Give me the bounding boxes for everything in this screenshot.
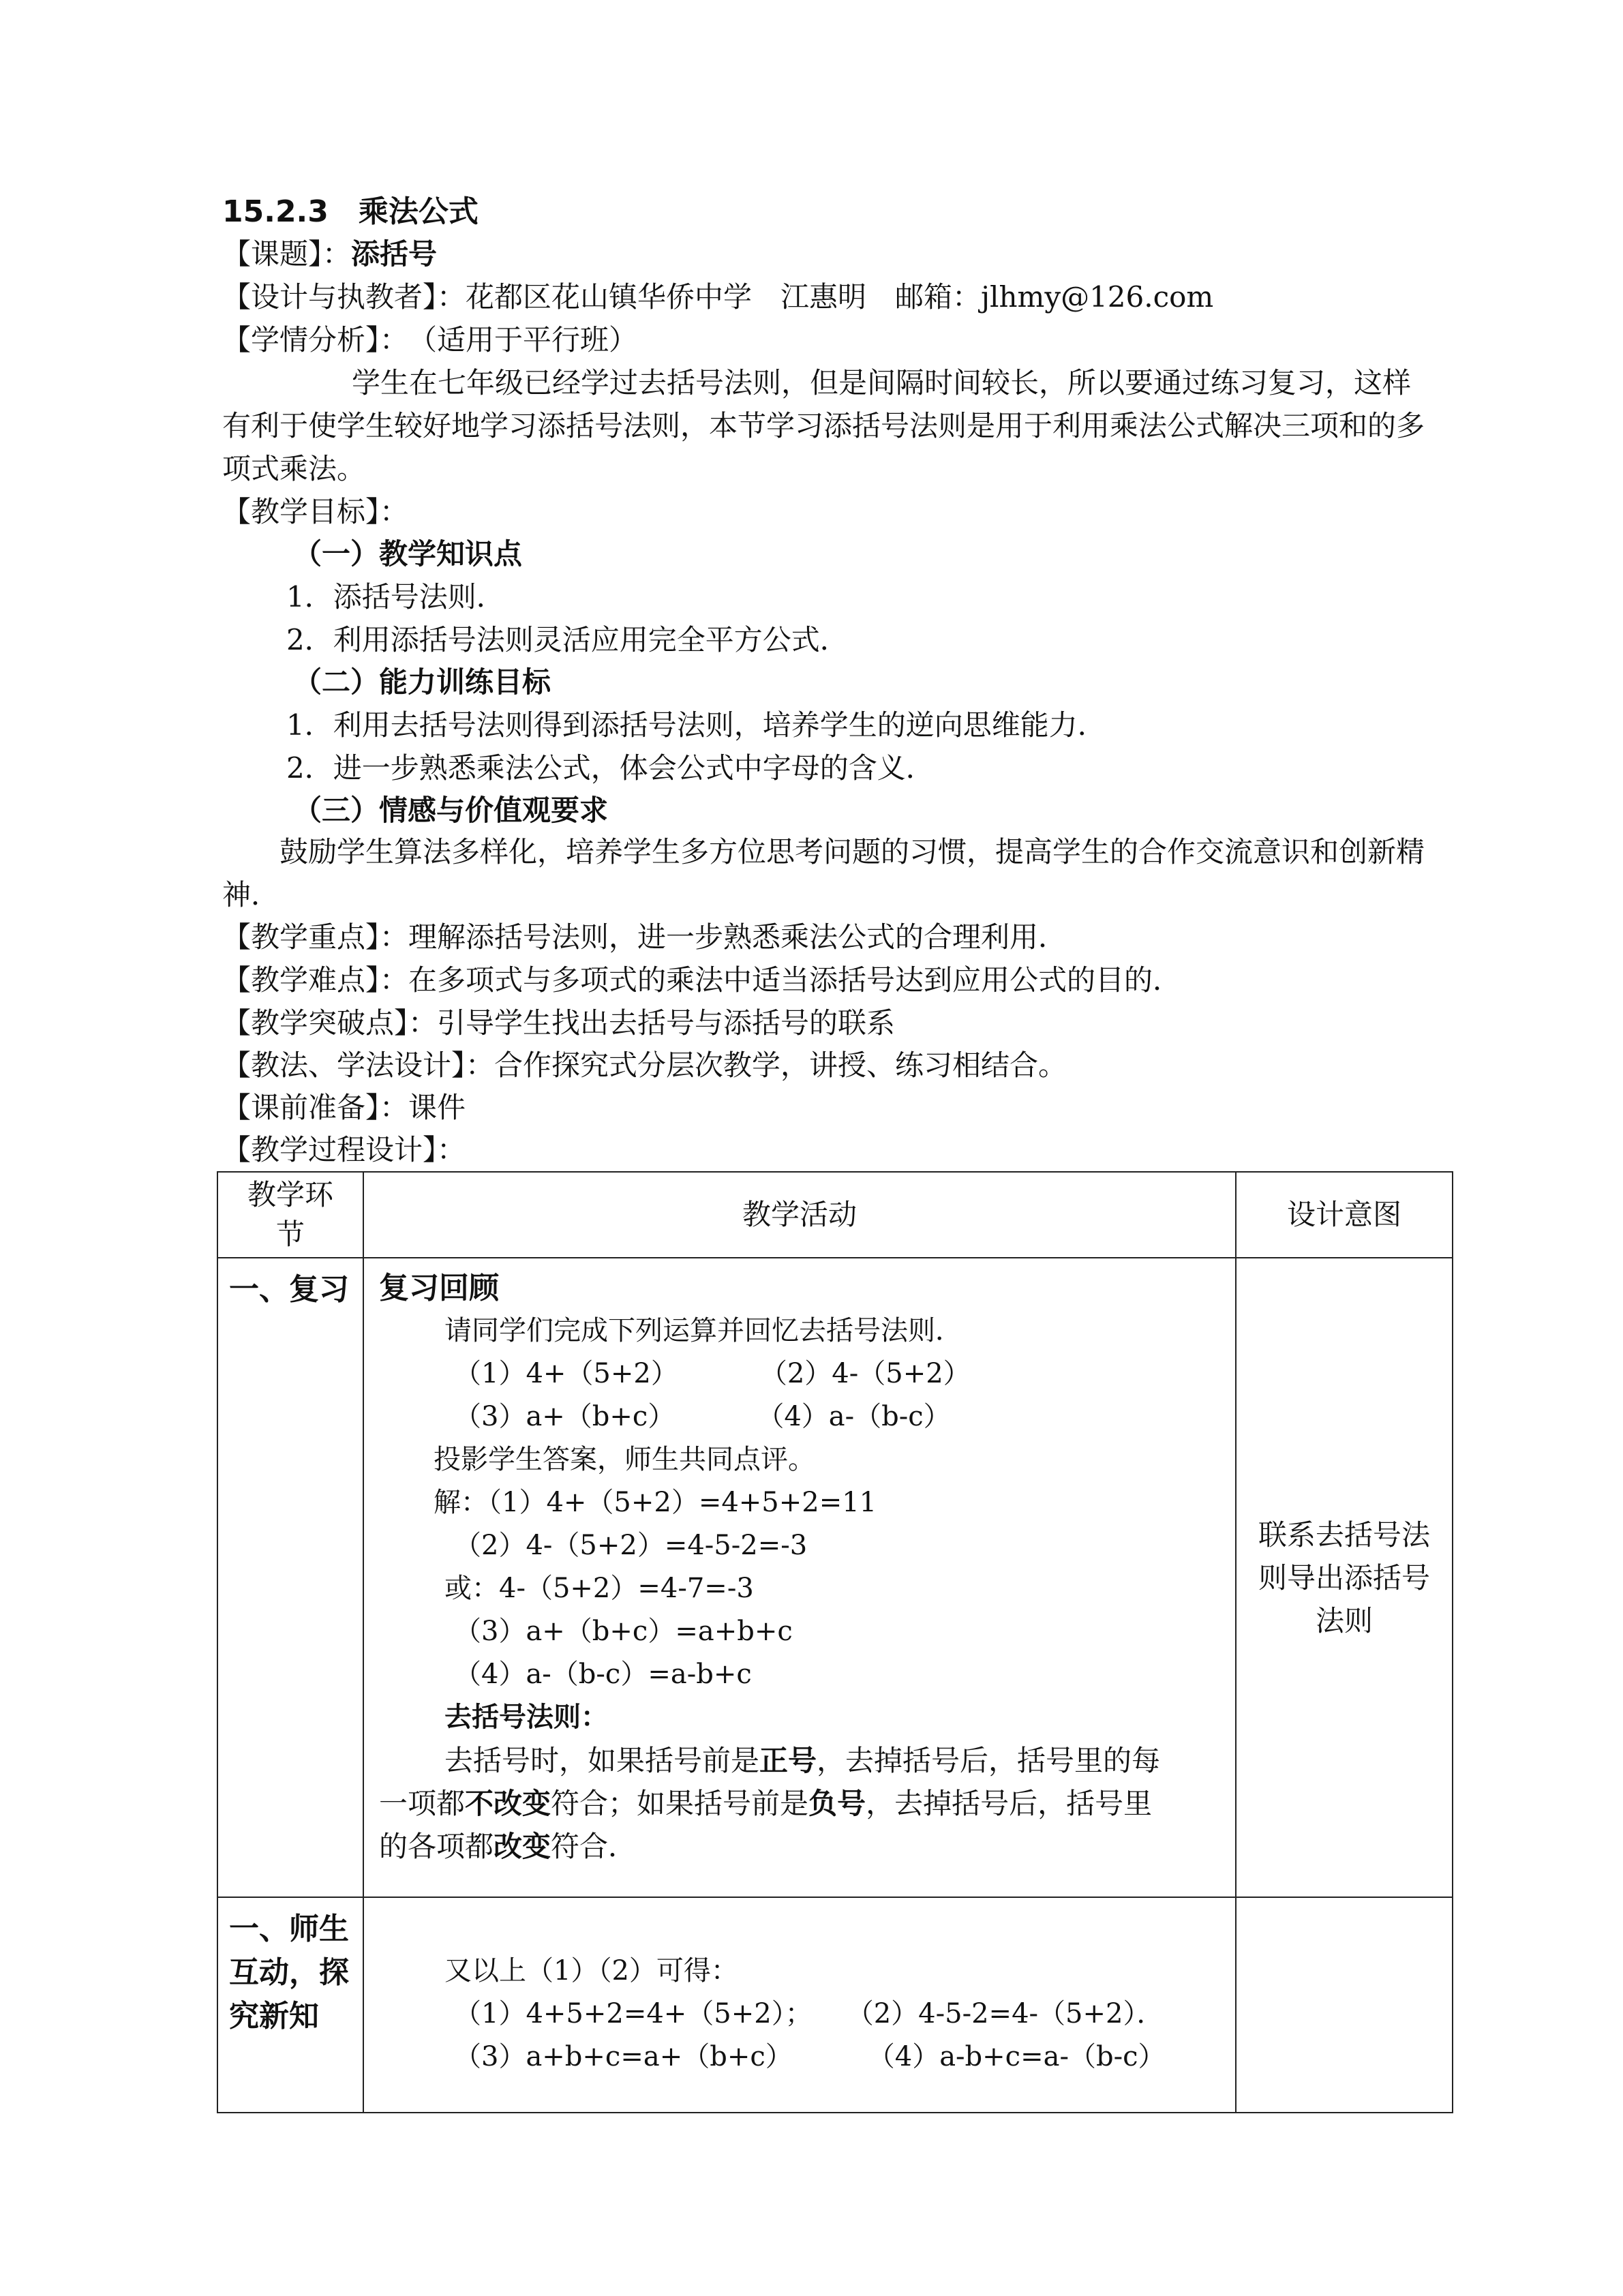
table-header-row [217,1172,1453,1258]
review-intro: 请同学们完成下列运算并回忆去括号法则． [444,1315,962,1346]
prep-line: 【课前准备】：课件 [222,1091,466,1124]
solution-1: 解：（1）4+（5+2）=4+5+2=11 [434,1487,877,1518]
knowledge-title: （一）教学知识点 [293,537,523,571]
ability-item-1: 1．利用去括号法则得到添括号法则，培养学生的逆向思维能力． [286,708,1106,742]
method-line: 【教法、学法设计】：合作探究式分层次教学，讲授、练习相结合。 [222,1048,1067,1082]
solution-2b: 或：4-（5+2）=4-7=-3 [444,1573,754,1604]
intent-review: 联系去括号法则导出添括号法则 [1236,1258,1453,1897]
table-row [217,1258,1453,1897]
activity-review [363,1258,1236,1897]
topic-line: 【课题】：添括号 [222,237,438,271]
review-title: 复习回顾 [379,1271,499,1305]
explore-eq-b: （3）a+b+c=a+（b+c） （4）a-b+c=a-（b-c） [454,2041,1166,2072]
emotion-title: （三）情感与价值观要求 [293,794,609,827]
intent-explore [1236,1897,1453,2113]
process-table [217,1171,1453,2113]
solution-4: （4）a-（b-c）=a-b+c [454,1659,752,1690]
solution-3: （3）a+（b+c）=a+b+c [454,1616,793,1647]
ability-item-2: 2．进一步熟悉乘法公式，体会公式中字母的含义． [286,751,935,785]
designer-line: 【设计与执教者】：花都区花山镇华侨中学 江惠明 邮箱：jlhmy@126.com [222,280,1214,314]
ability-title: （二）能力训练目标 [293,665,551,699]
solution-2: （2）4-（5+2）=4-5-2=-3 [454,1530,808,1561]
rule-title: 去括号法则： [444,1702,608,1733]
header-activity: 教学活动 [363,1172,1236,1258]
breakthrough-line: 【教学突破点】：引导学生找出去括号与添括号的联系 [222,1006,896,1040]
table-row [217,1897,1453,2113]
difficulty-line: 【教学难点】：在多项式与多项式的乘法中适当添括号达到应用公式的目的． [222,963,1182,997]
goals-label: 【教学目标】： [222,495,409,528]
section-heading: 15.2.3 乘法公式 [222,194,479,229]
review-projection: 投影学生答案，师生共同点评。 [434,1444,815,1475]
knowledge-item-2: 2．利用添括号法则灵活应用完全平方公式． [286,623,849,656]
analysis-text: 学生在七年级已经学过去括号法则，但是间隔时间较长，所以要通过练习复习，这样有利于使学生较好地学习添括号法则，本节学习添括号法则是用于利用乘法公式解决三项和的多项式乘法。 [222,366,1425,485]
header-intent: 设计意图 [1236,1172,1453,1258]
stage-review: 一、复习 [217,1258,363,1897]
explore-intro: 又以上（1）（2）可得： [444,1955,738,1987]
explore-eq-a: （1）4+5+2=4+（5+2）； （2）4-5-2=4-（5+2）． [454,1998,1164,2029]
rule-text: 去括号时，如果括号前是正号，去掉括号后，括号里的每一项都不改变符合；如果括号前是负号，去掉括号后，括号里的各项都改变符合． [379,1744,1161,1863]
knowledge-item-1: 1．添括号法则． [286,580,505,614]
stage-explore: 一、师生互动，探究新知 [217,1897,363,2113]
process-label: 【教学过程设计】： [222,1133,466,1166]
review-exercises-b: （3）a+（b+c） （4）a-（b-c） [454,1401,951,1432]
review-exercises-a: （1）4+（5+2） （2）4-（5+2） [454,1358,971,1389]
activity-explore [363,1897,1236,2113]
analysis-label: 【学情分析】： （适用于平行班） [222,323,638,357]
header-stage: 教学环节 [217,1172,363,1258]
emotion-text: 鼓励学生算法多样化，培养学生多方位思考问题的习惯，提高学生的合作交流意识和创新精神． [222,835,1425,911]
focus-line: 【教学重点】：理解添括号法则，进一步熟悉乘法公式的合理利用． [222,920,1067,954]
